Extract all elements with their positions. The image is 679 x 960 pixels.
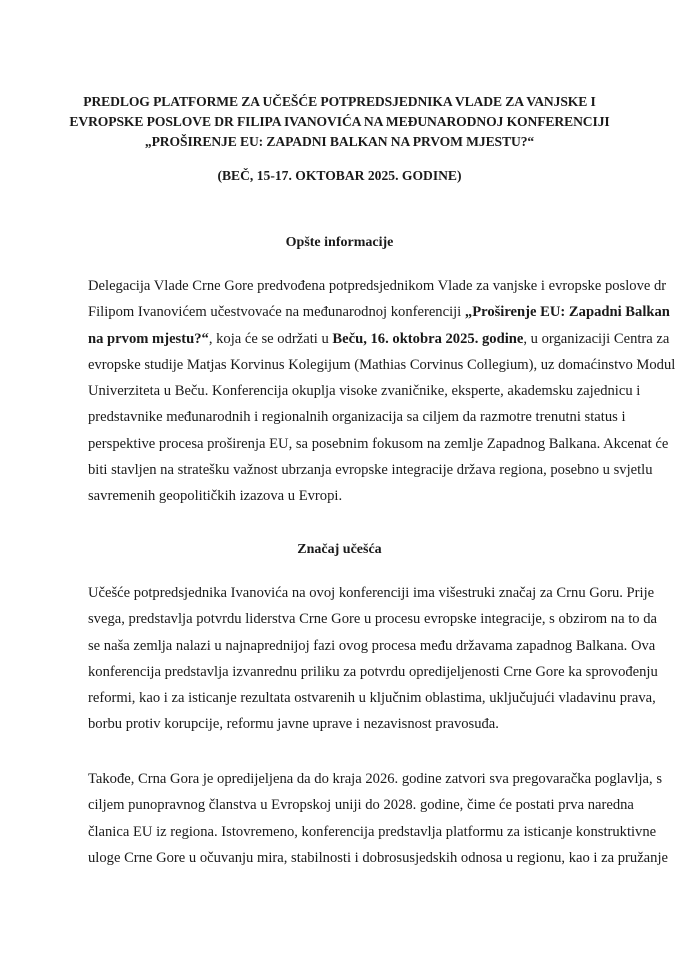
text-line: reformi, kao i za isticanje rezultata ostvarenih u ključnim oblastima, uključujući vladavinu prava, [88, 690, 656, 707]
paragraph-significance-2 [88, 766, 668, 871]
title-line-1: PREDLOG PLATFORME ZA UČEŠĆE POTPREDSJEDNIKA VLADE ZA VANJSKE I [83, 94, 596, 109]
title-line-3: „PROŠIRENJE EU: ZAPADNI BALKAN NA PRVOM MJESTU?“ [144, 134, 535, 149]
text-line: Učešće potpredsjednika Ivanovića na ovoj konferenciji ima višestruki značaj za Crnu Goru. Prije [88, 585, 655, 601]
section-heading-significance: Značaj učešća [297, 542, 382, 557]
text-line: biti stavljen na stratešku važnost ubrzanja evropske integracije država regiona, posebno u svjetlu [88, 462, 653, 479]
text-line: perspektive procesa proširenja EU, sa posebnim fokusom na zemlje Zapadnog Balkana. Akcenat će [88, 435, 669, 452]
event-date-bold: Beču, 16. oktobra 2025. godine [332, 330, 524, 347]
text-line: svega, predstavlja potvrdu liderstva Crne Gore u procesu evropske integracije, s obzirom na to da [88, 611, 657, 628]
text-line: uloge Crne Gore u očuvanju mira, stabilnosti i dobrosusjedskih odnosa u regionu, kao i za pružanje [88, 849, 668, 866]
title-line-2: EVROPSKE POSLOVE DR FILIPA IVANOVIĆA NA MEĐUNARODNOJ KONFERENCIJI [69, 114, 610, 129]
text-line: Takođe, Crna Gora je opredijeljena da do kraja 2026. godine zatvori sva pregovaračka poglavlja, s [88, 771, 663, 787]
document-title [60, 92, 619, 152]
text-line [88, 326, 670, 352]
text-line: Delegacija Vlade Crne Gore predvođena potpredsjednikom Vlade za vanjske i evropske poslove dr [88, 278, 667, 294]
text-line: savremenih geopolitičkih izazova u Evropi. [88, 488, 343, 505]
event-date-line: (BEČ, 15-17. OKTOBAR 2025. GODINE) [217, 168, 462, 183]
text-line: evropske studije Matjas Korvinus Kolegijum (Mathias Corvinus Collegium), uz domaćinstvo Modul [88, 356, 676, 373]
text-line: predstavnike međunarodnih i regionalnih organizacija sa ciljem da razmotre trenutni status i [88, 409, 626, 426]
paragraph-general-info [88, 273, 676, 510]
section-heading-general-info: Opšte informacije [285, 235, 394, 250]
text-line: konferencija predstavlja izvanrednu priliku za potvrdu opredijeljenosti Crne Gore ka sprovođenju [88, 663, 658, 680]
text-run: Filipom Ivanovićem učestvovaće na međunarodnoj konferenciji [88, 304, 465, 321]
text-run: , koja će se održati u [208, 330, 333, 347]
text-line [88, 299, 670, 325]
text-line: članica EU iz regiona. Istovremeno, konferencija predstavlja platformu za isticanje konstruktivne [88, 823, 657, 840]
text-line: Univerziteta u Beču. Konferencija okuplja visoke zvaničnike, eksperte, akademsku zajednicu i [88, 383, 641, 400]
text-line: borbu protiv korupcije, reformu javne uprave i nezavisnost pravosuđa. [88, 716, 499, 733]
text-line: ciljem punopravnog članstva u Evropskoj uniji do 2028. godine, čime će postati prva naredna [88, 797, 634, 814]
text-run: , u organizaciji Centra za [523, 330, 670, 347]
conference-name-bold: „Proširenje EU: Zapadni Balkan [464, 304, 670, 321]
text-line: se naša zemlja nalazi u najnaprednijoj fazi ovog procesa među državama zapadnog Balkana. Ova [88, 637, 656, 654]
paragraph-significance-1 [88, 580, 658, 738]
conference-name-bold-cont: na prvom mjestu?“ [88, 330, 209, 347]
